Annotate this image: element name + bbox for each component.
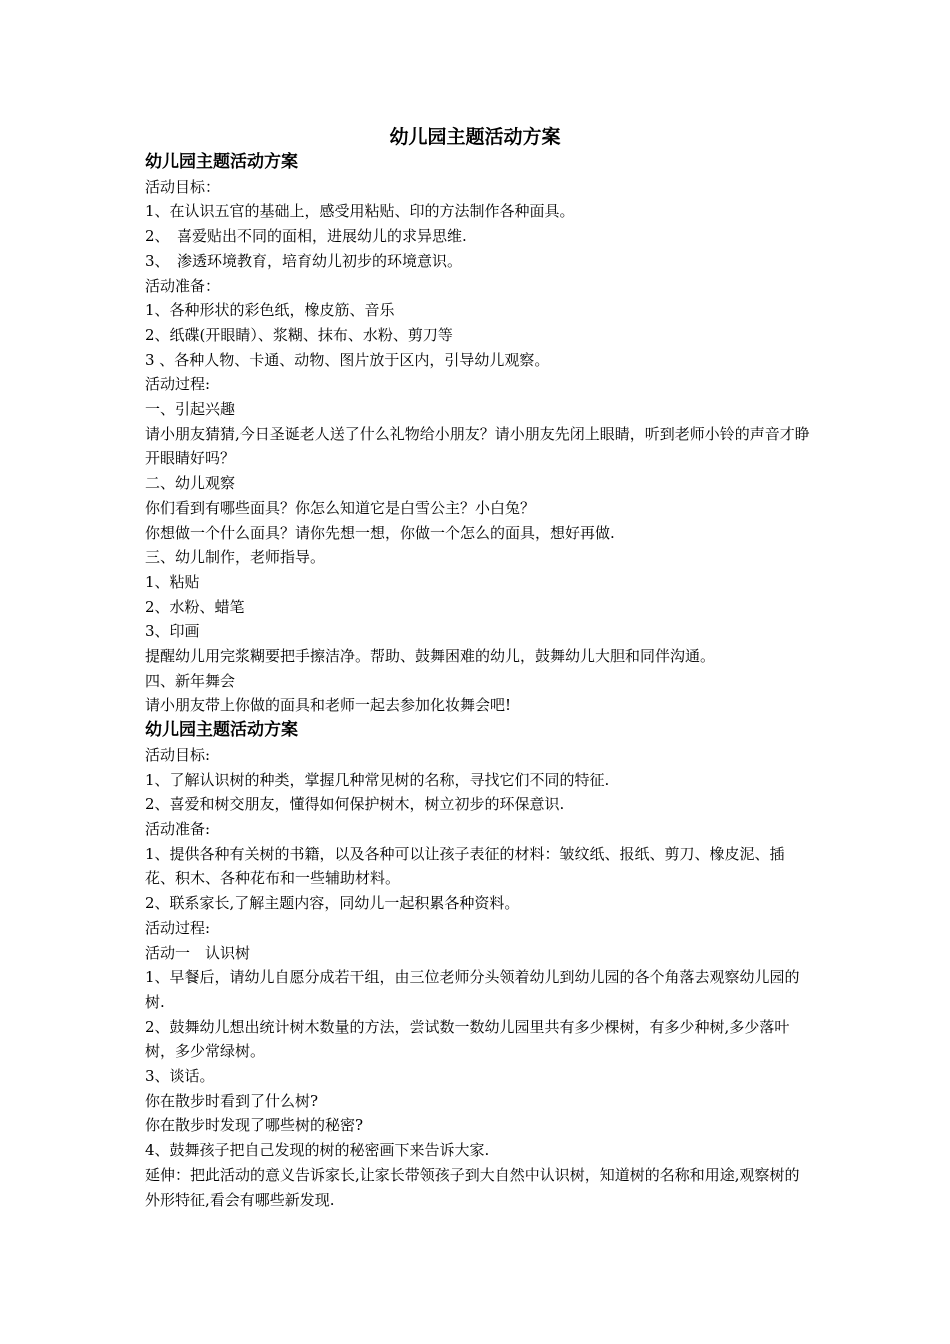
section-heading: 幼儿园主题活动方案 — [145, 720, 298, 741]
paragraph-line: 活动一 认识树 — [145, 943, 251, 962]
paragraph-line: 延伸：把此活动的意义告诉家长,让家长带领孩子到大自然中认识树，知道树的名称和用途,观察树的外形特征,看会有哪些新发现. — [145, 1165, 800, 1209]
paragraph-line: 3 、各种人物、卡通、动物、图片放于区内，引导幼儿观察。 — [145, 350, 550, 369]
paragraph-line: 二、幼儿观察 — [145, 474, 236, 493]
paragraph-line: 1、各种形状的彩色纸，橡皮筋、音乐 — [145, 301, 395, 320]
paragraph-line: 提醒幼儿用完浆糊要把手擦洁净。帮助、鼓舞困难的幼儿，鼓舞幼儿大胆和同伴沟通。 — [145, 647, 716, 666]
paragraph-line: 活动过程: — [145, 375, 211, 394]
paragraph-line: 活动准备: — [145, 819, 211, 838]
paragraph-line: 1、早餐后，请幼儿自愿分成若干组，由三位老师分头领着幼儿到幼儿园的各个角落去观察幼儿园的树. — [145, 968, 800, 1011]
paragraph-line: 活动目标: — [145, 745, 211, 764]
paragraph-line: 请小朋友带上你做的面具和老师一起去参加化妆舞会吧! — [145, 696, 512, 715]
paragraph-line: 2、鼓舞幼儿想出统计树木数量的方法，尝试数一数幼儿园里共有多少棵树，有多少种树,多少落叶树，多少常绿树。 — [145, 1017, 790, 1061]
document-title: 幼儿园主题活动方案 — [389, 126, 561, 148]
paragraph-line: 1、在认识五官的基础上，感受用粘贴、印的方法制作各种面具。 — [145, 202, 575, 221]
paragraph-line: 2、水粉、蜡笔 — [145, 597, 245, 616]
paragraph-line: 2、联系家长,了解主题内容，同幼儿一起积累各种资料。 — [145, 894, 520, 913]
paragraph-line: 活动过程: — [145, 918, 211, 937]
paragraph-line: 请小朋友猜猜,今日圣诞老人送了什么礼物给小朋友？请小朋友先闭上眼睛，听到老师小铃的声音才睁开眼睛好吗？ — [145, 424, 810, 468]
paragraph-line: 3、谈话。 — [145, 1067, 215, 1086]
section-heading: 幼儿园主题活动方案 — [145, 152, 298, 172]
paragraph-line: 三、幼儿制作，老师指导。 — [145, 548, 326, 567]
paragraph-line: 活动目标： — [145, 177, 221, 196]
paragraph-line: 2、 喜爱贴出不同的面相，进展幼儿的求异思维. — [145, 227, 467, 246]
paragraph-line: 活动准备： — [145, 276, 221, 295]
paragraph-line: 你们看到有哪些面具？你怎么知道它是白雪公主？小白兔？ — [145, 498, 536, 517]
paragraph-line: 3、 渗透环境教育，培育幼儿初步的环境意识。 — [145, 251, 463, 270]
paragraph-line: 1、了解认识树的种类，掌握几种常见树的名称，寻找它们不同的特征. — [145, 770, 610, 789]
paragraph-line: 2、纸碟(开眼睛）、浆糊、抹布、水粉、剪刀等 — [145, 325, 453, 344]
paragraph-line: 4、鼓舞孩子把自己发现的树的秘密画下来告诉大家. — [145, 1141, 490, 1160]
paragraph-line: 2、喜爱和树交朋友，懂得如何保护树木，树立初步的环保意识. — [145, 795, 565, 814]
paragraph-line: 你在散步时看到了什么树? — [145, 1091, 319, 1110]
paragraph-line: 一、引起兴趣 — [145, 400, 236, 419]
paragraph-line: 四、新年舞会 — [145, 671, 236, 690]
paragraph-line: 1、粘贴 — [145, 572, 200, 591]
document-body — [145, 150, 813, 1212]
paragraph-line: 1、提供各种有关树的书籍，以及各种可以让孩子表征的材料：皱纹纸、报纸、剪刀、橡皮泥、插花、积木、各种花布和一些辅助材料。 — [145, 844, 785, 888]
paragraph-line: 3、印画 — [145, 622, 200, 641]
paragraph-line: 你想做一个什么面具？请你先想一想，你做一个怎么的面具，想好再做. — [145, 523, 615, 542]
paragraph-line: 你在散步时发现了哪些树的秘密? — [145, 1116, 364, 1135]
